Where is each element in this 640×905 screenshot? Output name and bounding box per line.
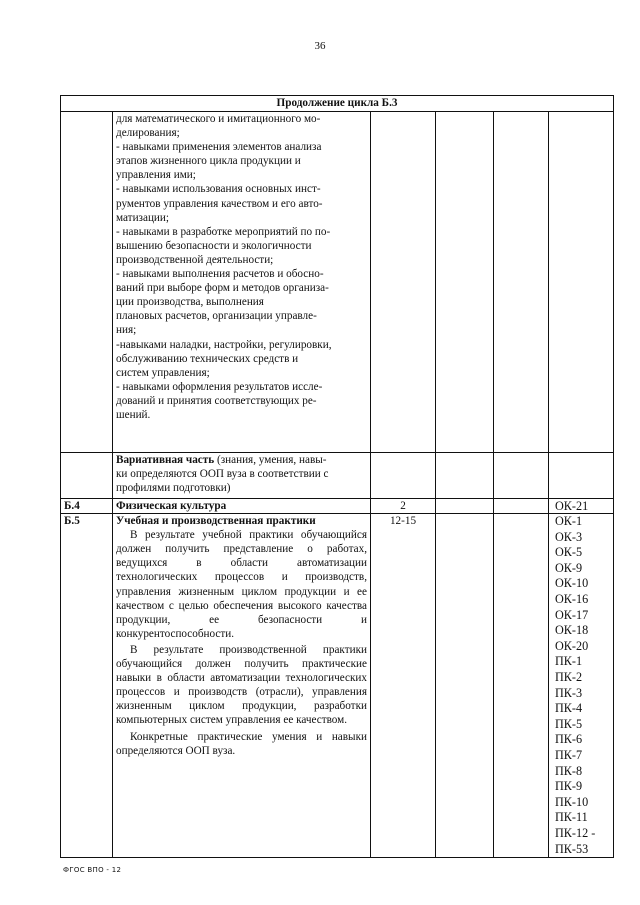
continuation-line: ния; [116,324,137,337]
variative-text-part: (знания, умения, навы- [214,454,327,466]
table-row-b4 [61,499,614,514]
competence-item: ОК-3 [555,529,583,544]
b5-paragraph-2: В результате производственной практики обучающийся должен получить практические навыки в области автоматизации технологических процессов и производств (отрасли), управления жизненным циклом продукции, разработки компьютерных систем управления ее качеством. [116,643,367,727]
competence-item: ПК-2 [555,670,583,685]
table-row-b5 [61,514,614,858]
empty-cell [494,112,549,453]
continuation-line: управления ими; [116,169,196,182]
competence-list [552,514,610,857]
competence-item: ОК-10 [555,576,589,591]
competence-item: ОК-18 [555,623,589,638]
continuation-line: - навыками использования основных инст- [116,183,321,196]
continuation-line: производственной деятельности; [116,253,274,266]
code-cell-empty [61,112,113,453]
empty-cell [549,453,614,499]
curriculum-table [60,95,614,858]
b5-competences [549,514,614,858]
code-cell-empty [61,453,113,499]
competence-item: ПК-53 [555,841,589,856]
competence-item: ПК-7 [555,748,583,762]
empty-cell [436,499,494,514]
page-number: 36 [314,40,326,52]
continuation-text [113,112,371,453]
empty-cell [436,453,494,499]
variative-line-2: ки определяются ООП вуза в соответствии с [116,468,329,481]
b5-credits: 12-15 [371,514,436,858]
continuation-line: рументов управления качеством и его авто- [116,197,323,210]
empty-cell [436,514,494,858]
credits-cell-empty [371,112,436,453]
competence-item: ПК-3 [555,685,583,700]
continuation-line: - навыками оформления результатов иссле- [116,380,323,393]
b4-credits: 2 [371,499,436,514]
table-header: Продолжение цикла Б.3 [61,96,614,112]
continuation-line: шений. [116,408,151,421]
competence-item: ОК-16 [555,592,589,607]
competence-item: ПК-5 [555,716,583,731]
competence-item: ПК-10 [555,794,589,809]
competence-cell-empty [549,112,614,453]
empty-cell [494,453,549,499]
b5-code: Б.5 [61,514,113,858]
continuation-line: ции производства, выполнения [116,296,264,309]
continuation-line: обслуживанию технических средств и [116,352,299,365]
competence-item: ПК-4 [555,701,583,716]
b5-title: Учебная и производственная практики [116,515,316,528]
b5-paragraph-3: Конкретные практические умения и навыки определяются ООП вуза. [116,730,367,757]
table-row-variative [61,453,614,499]
competence-item: ОК-9 [555,560,583,575]
continuation-line: делирования; [116,127,180,140]
continuation-line: матизации; [116,211,170,224]
continuation-line: этапов жизненного цикла продукции и [116,155,301,168]
continuation-line: плановых расчетов, организации управле- [116,310,317,323]
competence-item: ОК-1 [555,514,583,529]
competence-item: ОК-17 [555,607,589,622]
competence-item: ОК-20 [555,638,589,653]
empty-cell [494,514,549,858]
competence-item: ОК-5 [555,545,583,560]
variative-text [113,453,371,499]
empty-cell [494,499,549,514]
variative-label: Вариативная часть [116,454,215,466]
b4-competence: ОК-21 [549,499,614,514]
variative-line-3: профилями подготовки) [116,482,231,495]
competence-item: ПК-12 - [555,825,596,840]
b5-paragraph-1: В результате учебной практики обучающийся должен получить представление о работах, ведущихся в области автоматизации технологических процессов и производств, управления жизненным циклом продукции и ее качеством с целью обеспечения высокого качества продукции, ее безопасности и конкурентоспособности. [116,529,367,640]
competence-item: ПК-9 [555,779,583,794]
b5-content [113,514,371,858]
competence-item: ПК-8 [555,763,583,778]
continuation-line: ваний при выборе форм и методов организа- [116,282,329,295]
footer-standard: ФГОС ВПО - 12 [63,866,122,874]
continuation-line: систем управления; [116,366,210,379]
empty-cell [371,453,436,499]
b4-title: Физическая культура [113,499,371,514]
continuation-line: дований и принятия соответствующих ре- [116,394,317,407]
continuation-line: для математического и имитационного мо- [116,113,321,125]
table-header-row [61,96,614,112]
continuation-line: - навыками в разработке мероприятий по по- [116,225,331,238]
competence-item: ПК-1 [555,654,583,669]
competence-item: ПК-6 [555,732,583,747]
table-row-continuation [61,112,614,453]
competence-item: ПК-11 [555,810,588,825]
empty-cell [436,112,494,453]
continuation-line: -навыками наладки, настройки, регулировки, [116,338,332,351]
continuation-line: - навыками применения элементов анализа [116,141,322,154]
continuation-line: вышению безопасности и экологичности [116,239,312,252]
b4-code: Б.4 [61,499,113,514]
continuation-line: - навыками выполнения расчетов и обосно- [116,268,324,281]
